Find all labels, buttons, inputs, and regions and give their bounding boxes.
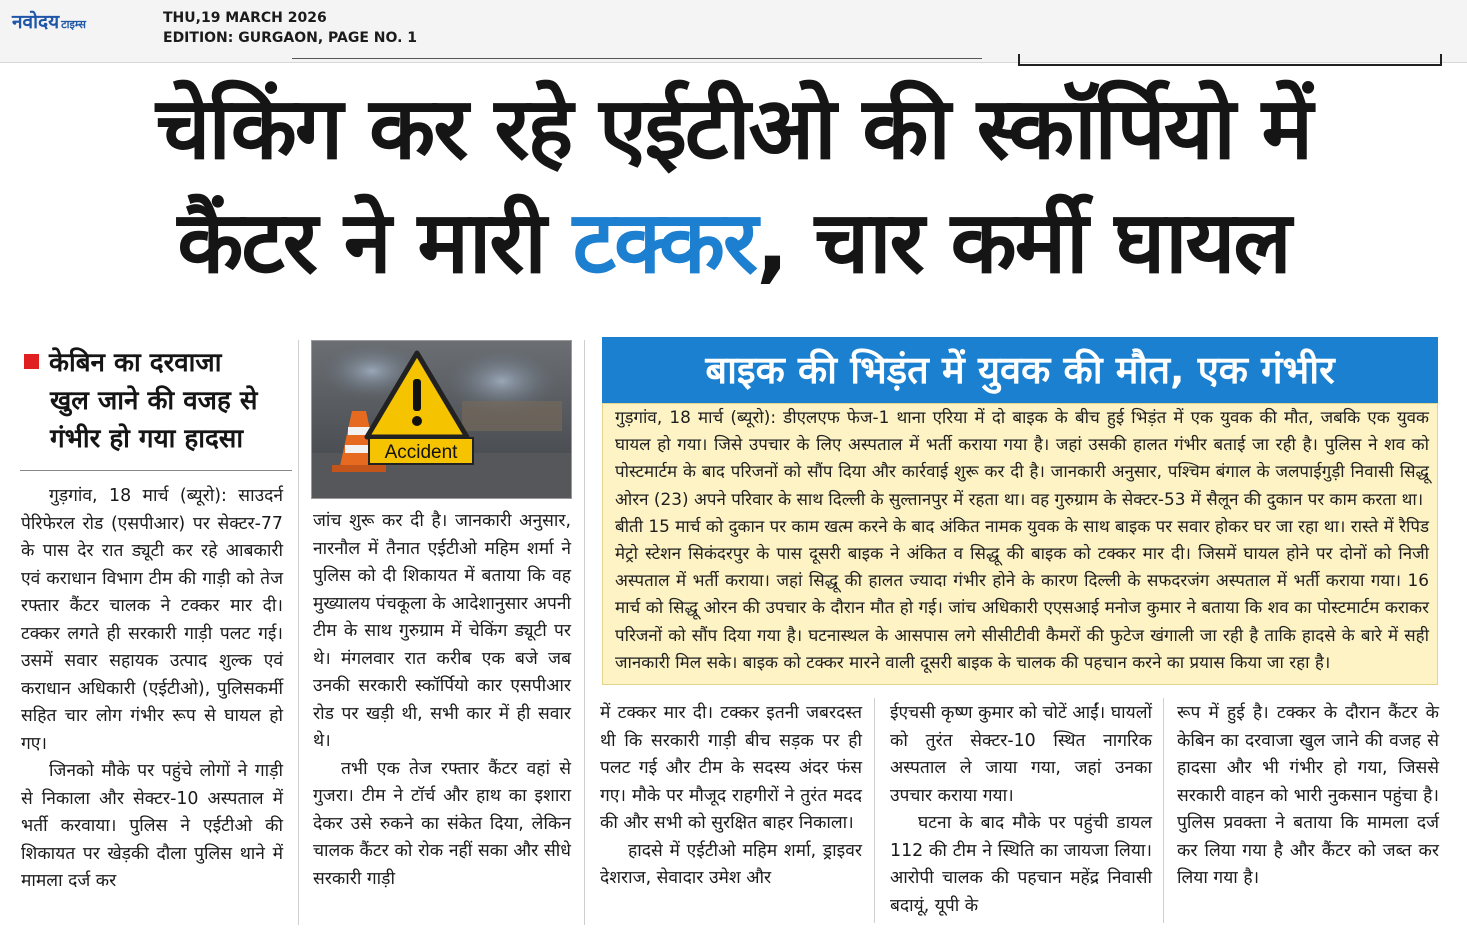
side-story-paragraph: गुड़गांव, 18 मार्च (ब्यूरो): डीएलएफ फेज-1 थाना एरिया में दो बाइक के बीच हुई भिड़ंत में एक युवक की मौत, जबकि एक युवक घायल हो गया। जिसे उपचार के लिए अस्पताल में भर्ती कराया गया है। जहां उसकी हालत गंभीर बताई जा रही है। पुलिस ने शव को पोस्टमार्टम के बाद परिजनों को सौंप दिया और कार्रवाई शुरू कर दी है। जानकारी अनुसार, पश्चिम बंगाल के जलपाईगुड़ी निवासी सिद्धू ओरन (23) अपने परिवार के साथ दिल्ली के सुल्तानपुर में रहता था। वह गुरुग्राम के सेक्टर-53 में सैलून की दुकान पर काम करता था। <box>615 407 1430 509</box>
headline-line-2 <box>0 186 1467 300</box>
headline-highlight-word: टक्कर <box>572 193 757 293</box>
accident-sign-label: Accident <box>384 442 458 463</box>
story-kicker <box>24 344 294 458</box>
story-column-4 <box>890 700 1152 920</box>
kicker-line-1: केबिन का दरवाजा <box>49 348 222 378</box>
story-paragraph: ईएचसी कृष्ण कुमार को चोटें आईं। घायलों को तुरंत सेक्टर-10 स्थित नागरिक अस्पताल ले जाया गया, जहां उनका उपचार कराया गया। <box>890 703 1152 806</box>
side-story-paragraph: बीती 15 मार्च को दुकान पर काम खत्म करने के बाद अंकित नामक युवक के साथ बाइक पर सवार होकर घर जा रहा था। रास्ते में रैपिड मेट्रो स्टेशन सिकंदरपुर के पास दूसरी बाइक ने अंकित व सिद्धू की बाइक को टक्कर मार दी। जिसमें घायल होने पर दोनों को निजी अस्पताल में भर्ती कराया। जहां सिद्धू की हालत ज्यादा गंभीर होने के कारण दिल्ली के सफदरजंग अस्पताल में भर्ती कराया गया। 16 मार्च को सिद्धू ओरन की उपचार के दौरान मौत हो गई। जांच अधिकारी एएसआई मनोज कुमार ने बताया कि शव का पोस्टमार्टम कराकर परिजनों को सौंप दिया गया है। घटनास्थल के आसपास लगे सीसीटीवी कैमरों की फुटेज खंगाली जा रही है ताकि हादसे के बारे में सही जानकारी मिल सके। बाइक को टक्कर मारने वाली दूसरी बाइक के चालक की पहचान करने का प्रयास किया जा रहा है। <box>615 515 1429 672</box>
story-column-1 <box>21 483 283 896</box>
story-paragraph: गुड़गांव, 18 मार्च (ब्यूरो): साउदर्न पेरिफेरल रोड (एसपीआर) पर सेक्टर-77 के पास देर रात ड्यूटी कर रहे आबकारी एवं कराधान विभाग टीम की गाड़ी को तेज रफ्तार कैंटर चालक ने टक्कर मार दी। टक्कर लगते ही सरकारी गाड़ी पलट गई। उसमें सवार सहायक उत्पाद शुल्क एवं कराधान अधिकारी (एईटीओ), पुलिसकर्मी सहित चार लोग गंभीर रूप से घायल हो गए। <box>21 486 283 754</box>
column-divider <box>584 340 585 925</box>
story-paragraph: हादसे में एईटीओ महिम शर्मा, ड्राइवर देशराज, सेवादार उमेश और <box>600 840 862 888</box>
kicker-bullet-line <box>24 348 221 378</box>
kicker-line-2: खुल जाने की वजह से <box>50 386 258 416</box>
issue-date: THU,19 MARCH 2026 <box>163 10 327 26</box>
story-paragraph: रूप में हुई है। टक्कर के दौरान कैंटर के केबिन का दरवाजा खुल जाने की वजह से हादसा और भी गंभीर हो गया, जिससे सरकारी वाहन को भारी नुकसान पहुंचा है। पुलिस प्रवक्ता ने बताया कि मामला दर्ज कर लिया गया है और कैंटर को जब्त कर लिया गया है। <box>1177 703 1439 888</box>
accident-photo[interactable] <box>311 340 572 499</box>
kicker-divider <box>20 470 292 471</box>
headline-line-2-b: , चार कर्मी घायल <box>756 193 1290 293</box>
top-divider-strip <box>292 58 982 63</box>
story-column-5 <box>1177 700 1439 893</box>
headline-line-2-a: कैंटर ने मारी <box>177 193 573 293</box>
logo-sub: टाइम्स <box>61 18 86 31</box>
story-paragraph: घटना के बाद मौके पर पहुंची डायल 112 की टीम ने स्थिति का जायजा लिया। आरोपी चालक की पहचान महेंद्र निवासी बदायूं, यूपी के <box>890 813 1152 916</box>
story-paragraph: में टक्कर मार दी। टक्कर इतनी जबरदस्त थी कि सरकारी गाड़ी बीच सड़क पर ही पलट गई और टीम के सदस्य अंदर फंस गए। मौके पर मौजूद राहगीरों ने तुरंत मदद की और सभी को सुरक्षित बाहर निकाला। <box>600 703 862 833</box>
accident-scene-illustration <box>312 341 571 498</box>
story-column-2 <box>313 508 571 893</box>
side-story-text <box>603 404 1437 676</box>
story-paragraph: जिनको मौके पर पहुंचे लोगों ने गाड़ी से निकाला और सेक्टर-10 अस्पताल में भर्ती करवाया। पुलिस ने एईटीओ की शिकायत पर खेड़की दौला पुलिस थाने में मामला दर्ज कर <box>21 761 283 891</box>
top-right-box-edge <box>1018 54 1442 66</box>
headline-line-1: चेकिंग कर रहे एईटीओ की स्कॉर्पियो में <box>155 79 1312 179</box>
story-paragraph: जांच शुरू कर दी है। जानकारी अनुसार, नारनौल में तैनात एईटीओ महिम शर्मा ने पुलिस को दी शिकायत में बताया कि वह मुख्यालय पंचकूला के आदेशानुसार अपनी टीम के साथ गुरुग्राम में चेकिंग ड्यूटी पर थे। मंगलवार रात करीब एक बजे जब उनकी सरकारी स्कॉर्पियो कार एसपीआर रोड पर खड़ी थी, सभी कार में ही सवार थे। <box>313 511 571 751</box>
kicker-line-3: गंभीर हो गया हादसा <box>50 424 244 454</box>
red-square-bullet-icon <box>24 354 39 369</box>
column-divider <box>298 340 299 925</box>
story-column-3 <box>600 700 862 893</box>
side-story-title: बाइक की भिड़ंत में युवक की मौत, एक गंभीर <box>602 337 1438 403</box>
edition-info <box>163 8 417 48</box>
edition-label: EDITION: GURGAON, PAGE NO. 1 <box>163 30 418 46</box>
side-story-box <box>602 403 1438 685</box>
column-divider <box>1163 698 1164 923</box>
logo-main: नवोदय <box>12 11 60 33</box>
masthead-logo[interactable] <box>12 8 86 38</box>
story-paragraph: तभी एक तेज रफ्तार कैंटर वहां से गुजरा। टीम ने टॉर्च और हाथ का इशारा देकर उसे रुकने का संकेत दिया, लेकिन चालक कैंटर को रोक नहीं सका और सीधे सरकारी गाड़ी <box>313 758 571 889</box>
column-divider <box>874 698 875 923</box>
main-headline <box>0 72 1467 300</box>
